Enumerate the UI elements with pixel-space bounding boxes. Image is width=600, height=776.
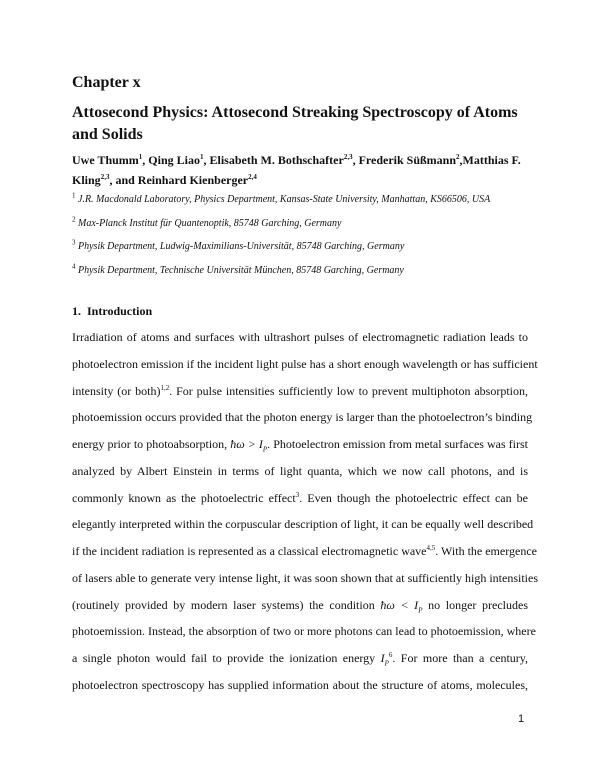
body-paragraph (72, 324, 539, 699)
body-line: intensity (or both)$^{1,2}$. For pulse intensities sufficiently low to prevent multiphoton absorption, (72, 383, 528, 398)
body-line: photoelectron spectroscopy has supplied information about the structure of atoms, molecules, (72, 677, 528, 692)
section-number: 1. (72, 304, 81, 318)
body-line: elegantly interpreted within the corpuscular description of light, it can be equally well described (72, 517, 534, 532)
author-affil-sup: 1 (138, 153, 143, 161)
body-line: photoemission. Instead, the absorption of two or more photons can lead to photoemission, where (72, 624, 536, 639)
author-name: Reinhard Kienberger (137, 173, 249, 187)
author-name: Elisabeth M. Bothschafter (209, 153, 344, 167)
author-affil-sup: 2,4 (248, 173, 257, 181)
paper-title: Attosecond Physics: Attosecond Streaking Spectroscopy of Atoms and Solids (72, 104, 518, 143)
author-name: Matthias F. Kling (72, 153, 521, 187)
author-affil-sup: 2,3 (100, 173, 110, 181)
section-title: Introduction (87, 304, 153, 318)
body-line: if the incident radiation is represented as a classical electromagnetic wave$^{4,5}$. With the emergence (72, 544, 537, 558)
page-number: 1 (518, 713, 525, 725)
section-heading (72, 304, 152, 319)
author-name: Uwe Thumm (72, 153, 139, 167)
affiliation-3: $^3$ Physik Department, Ludwig-Maximilians-Universität, 85748 Garching, Germany (72, 238, 405, 252)
body-line: energy prior to photoabsorption, ħω > $I_P$. Photoelectron emission from metal surfaces was first (72, 437, 528, 454)
body-line: (routinely provided by modern laser systems) the condition ħω < $I_P$ no longer precludes (72, 597, 529, 614)
body-line: a single photon would fail to provide the ionization energy $I_P^6$. For more than a century, (72, 651, 528, 668)
body-line: photoemission occurs provided that the photon energy is larger than the photoelectron’s binding (72, 410, 533, 425)
author-affil-sup: 2,3 (343, 153, 353, 161)
author-name: Frederik Süßmann (358, 153, 457, 167)
affiliation-2: $^2$ Max-Planck Institut für Quantenoptik, 85748 Garching, Germany (72, 215, 342, 229)
author-list: Uwe Thumm$^1$, Qing Liao$^1$, Elisabeth M. Bothschafter$^{2,3}$, Frederik Süßmann$^2$,Matthias F. Kling$^{2,3}$, and Reinhard Kienberger$^{2,4}$ (72, 153, 521, 187)
author-affil-sup: 1 (199, 153, 204, 161)
author-affil-sup: 2 (456, 153, 460, 161)
author-name: Qing Liao (148, 153, 200, 167)
body-line: of lasers able to generate very intense light, it was soon shown that at sufficiently high intensities (72, 570, 539, 585)
body-line: Irradiation of atoms and surfaces with ultrashort pulses of electromagnetic radiation leads to (72, 330, 528, 344)
body-line: commonly known as the photoelectric effect$^3$. Even though the photoelectric effect can be (72, 490, 529, 505)
affiliation-4: $^4$ Physik Department, Technische Universität München, 85748 Garching, Germany (72, 262, 404, 276)
chapter-label: Chapter x (72, 74, 141, 91)
body-line: photoelectron emission if the incident light pulse has a short enough wavelength or has sufficient (72, 356, 538, 371)
affiliation-1: $^1$ J.R. Macdonald Laboratory, Physics Department, Kansas-State University, Manhattan, KS66506, USA (72, 191, 491, 205)
body-line: analyzed by Albert Einstein in terms of light quanta, which we now call photons, and is (72, 463, 528, 478)
